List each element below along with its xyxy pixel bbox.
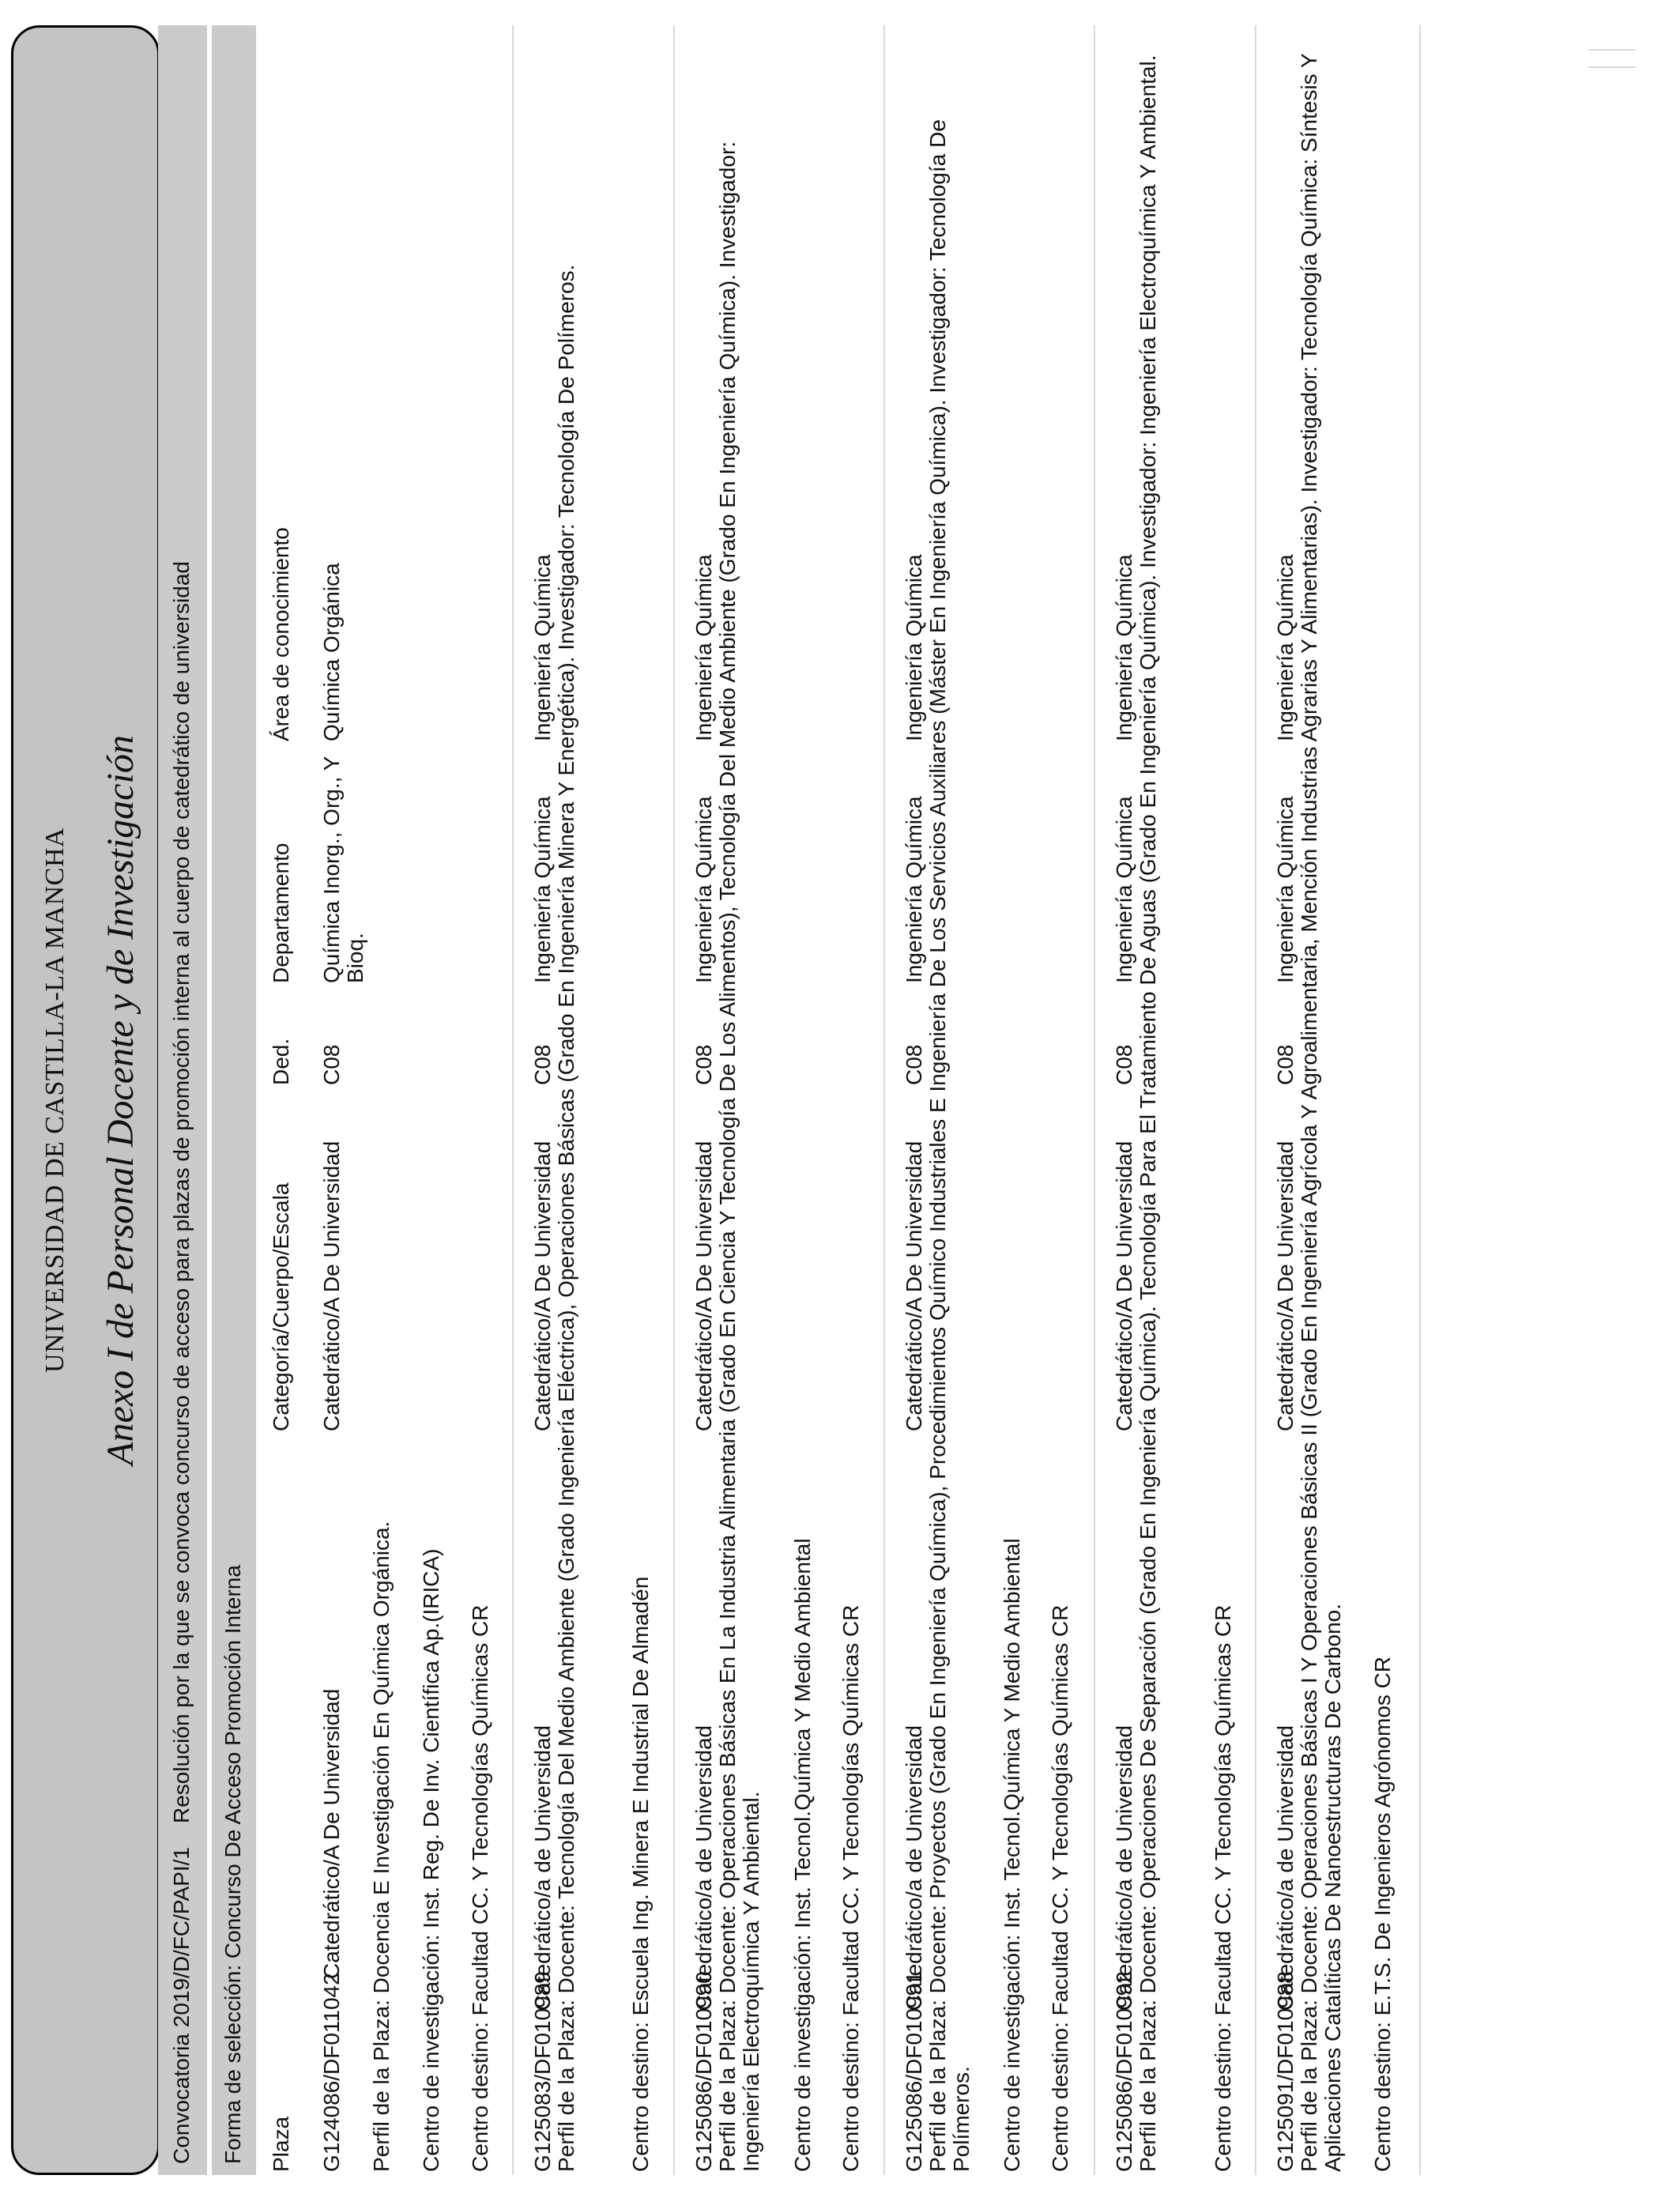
area-cell: Ingeniería Química [691,554,716,741]
departamento-cell: Ingeniería Química [1273,796,1298,983]
categoria-cell: Catedrático/A De Universidad [1273,1140,1298,1431]
departamento-cell: Ingeniería Química [691,796,716,983]
departamento-cell: Ingeniería Química [1112,796,1136,983]
record-divider [1255,25,1256,2175]
record-divider [512,25,514,2175]
centro-destino: Centro destino: Facultad CC. Y Tecnologías Químicas CR [838,1604,863,2172]
ded-cell: C08 [902,1044,926,1085]
area-cell: Ingeniería Química [1273,554,1298,741]
col-header-categoria: Categoría/Cuerpo/Escala [269,1182,293,1431]
perfil-plaza: Perfil de la Plaza: Docencia E Investigación En Química Orgánica. [369,1521,394,2172]
categoria-cell: Catedrático/A De Universidad [319,1140,344,1431]
perfil-plaza: Perfil de la Plaza: Docente: Operaciones Básicas I Y Operaciones Básicas II (Grado En Ingeniería Agrícola Y Agroalimentaria, Mención Industrias Agrarias Y Alimentarias). Investigador: Tecnología Química: Síntesis Y Aplicaciones Catalíticas De Nanoestructuras De Carbono. [1297,53,1345,2172]
record-divider [883,25,885,2175]
plaza-code: G124086/DF011042 [319,1973,344,2172]
header-box [11,25,160,2175]
margin-line [1588,49,1636,51]
plaza-categoria: Catedrático/a de Universidad [691,1725,716,2011]
categoria-cell: Catedrático/A De Universidad [902,1140,926,1431]
university-title: UNIVERSIDAD DE CASTILLA-LA MANCHA [40,827,70,1373]
ded-cell: C08 [319,1044,344,1085]
centro-destino: Centro destino: Facultad CC. Y Tecnologías Químicas CR [468,1604,492,2172]
centro-destino: Centro destino: E.T.S. De Ingenieros Agrónomos CR [1370,1656,1395,2172]
record-divider [1094,25,1095,2175]
convocatoria-code: Convocatoria 2019/D/FC/PAPI/1 [169,1846,194,2164]
centro-investigacion: Centro de investigación: Inst. Tecnol.Química Y Medio Ambiental [790,1538,815,2172]
area-cell: Ingeniería Química [530,554,555,741]
categoria-cell: Catedrático/A De Universidad [691,1140,716,1431]
plaza-categoria: Catedrático/a de Universidad [1273,1725,1298,2011]
forma-seleccion-bar [212,25,256,2175]
plaza-code: G125091/DF010988 [1273,1971,1298,2172]
plaza-code: G125086/DF010991 [902,1971,926,2172]
perfil-plaza: Perfil de la Plaza: Docente: Operaciones Básicas En La Industria Alimentaria (Grado En Ciencia Y Tecnología De Los Alimentos), Tecnología Del Medio Ambiente (Grado En Ingeniería Química). Investigador: Ingeniería Electroquímica Y Ambiental. [715,141,763,2172]
record-divider [1419,25,1421,2175]
col-header-area: Área de conocimiento [269,527,293,741]
record-divider [673,25,675,2175]
centro-investigacion: Centro de investigación: Inst. Tecnol.Química Y Medio Ambiental [1000,1538,1024,2172]
margin-line [1588,66,1636,68]
plaza-code: G125086/DF010990 [691,1971,716,2172]
plaza-code: G125083/DF010989 [530,1971,555,2172]
centro-destino: Centro destino: Facultad CC. Y Tecnologías Químicas CR [1048,1604,1072,2172]
plaza-categoria: Catedrático/A De Universidad [319,1688,344,1979]
ded-cell: C08 [691,1044,716,1085]
perfil-plaza: Perfil de la Plaza: Docente: Proyectos (Grado En Ingeniería Química), Procedimientos Químico Industriales E Ingeniería De Los Servicios Auxiliares (Máster En Ingeniería Química). Investigador: Tecnología De Polímeros. [925,119,974,2172]
resolucion-text: Resolución por la que se convoca concurso de acceso para plazas de promoción interna al cuerpo de catedrático de universidad [169,561,194,1823]
categoria-cell: Catedrático/A De Universidad [530,1140,555,1431]
col-header-plaza: Plaza [269,2116,293,2172]
centro-destino: Centro destino: Escuela Ing. Minera E Industrial De Almadén [628,1576,653,2172]
forma-seleccion-text: Forma de selección: Concurso De Acceso Promoción Interna [220,1565,245,2164]
plaza-categoria: Catedrático/a de Universidad [1112,1725,1136,2011]
departamento-cell: Ingeniería Química [902,796,926,983]
departamento-cell: Ingeniería Química [530,796,555,983]
ded-cell: C08 [530,1044,555,1085]
categoria-cell: Catedrático/A De Universidad [1112,1140,1136,1431]
col-header-ded: Ded. [269,1038,293,1085]
area-cell: Ingeniería Química [1112,554,1136,741]
plaza-categoria: Catedrático/a de Universidad [530,1725,555,2011]
departamento-cell: Química Inorg., Org., Y [319,756,344,983]
perfil-plaza: Perfil de la Plaza: Docente: Tecnología Del Medio Ambiente (Grado Ingeniería Eléctrica), Operaciones Básicas (Grado En Ingeniería Minera Y Energética). Investigador: Tecnología De Polímeros. [554,264,578,2172]
area-cell: Ingeniería Química [902,554,926,741]
area-cell: Química Orgánica [319,563,344,741]
plaza-categoria: Catedrático/a de Universidad [902,1725,926,2011]
centro-destino: Centro destino: Facultad CC. Y Tecnologías Químicas CR [1211,1604,1235,2172]
perfil-plaza: Perfil de la Plaza: Docente: Operaciones De Separación (Grado En Ingeniería Química). Tecnología Para El Tratamiento De Aguas (Grado En Ingeniería Química). Investigador: Ingeniería Electroquímica Y Ambiental. [1136,55,1160,2172]
centro-investigacion: Centro de investigación: Inst. Reg. De Inv. Científica Ap.(IRICA) [419,1548,443,2172]
departamento-cell-line2: Bioq. [343,933,367,983]
ded-cell: C08 [1273,1044,1298,1085]
plaza-code: G125086/DF010992 [1112,1971,1136,2172]
convocatoria-bar [158,25,207,2175]
annex-title: Anexo I de Personal Docente y de Investigación [100,735,141,1465]
ded-cell: C08 [1112,1044,1136,1085]
col-header-departamento: Departamento [269,843,293,983]
